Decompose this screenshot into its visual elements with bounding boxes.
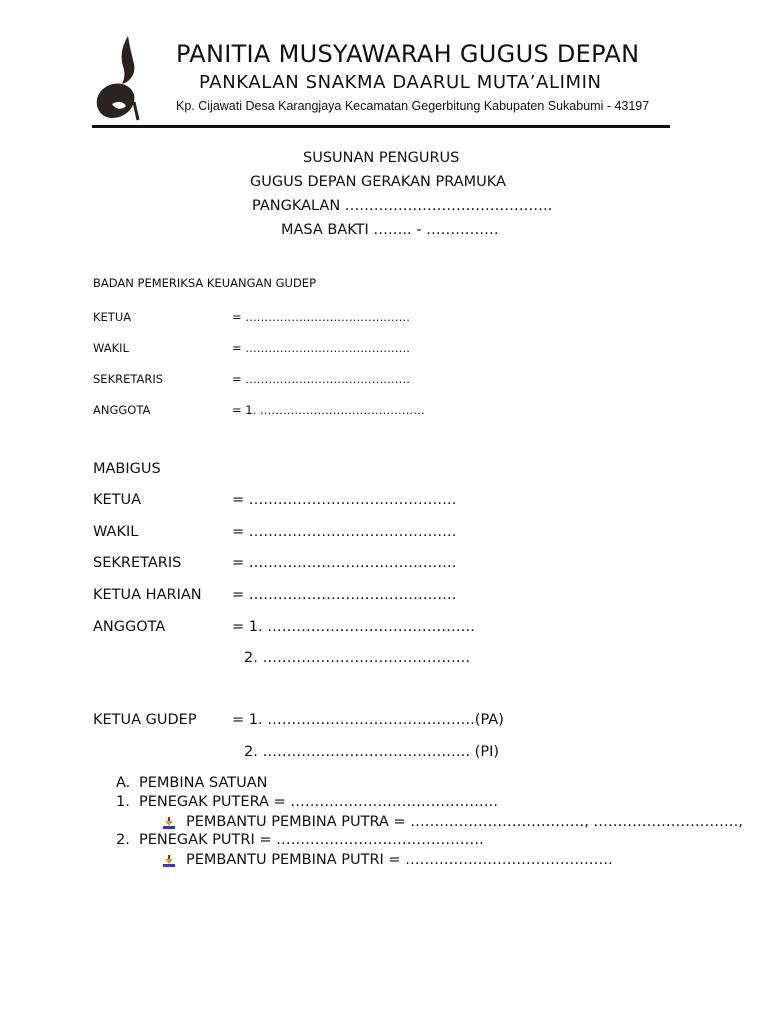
bpk-row-label: ANGGOTA bbox=[93, 403, 151, 417]
doc-title-line4: MASA BAKTI …….. - …………… bbox=[281, 222, 499, 238]
pembina-item2-text: PENEGAK PUTRI = ……………………………………. bbox=[139, 832, 484, 848]
bpk-row-value: = 1. ……………………………………. bbox=[232, 403, 425, 417]
org-address: Kp. Cijawati Desa Karangjaya Kecamatan Gegerbitung Kabupaten Sukabumi - 43197 bbox=[176, 99, 650, 113]
pembina-item2-marker: 2. bbox=[116, 832, 130, 848]
mabigus-row-label: KETUA HARIAN bbox=[93, 587, 202, 603]
mabigus-row-label: SEKRETARIS bbox=[93, 555, 182, 571]
pembina-a-marker: A. bbox=[116, 775, 131, 791]
mabigus-row-value: = ……………………………………. bbox=[232, 555, 457, 571]
org-title: PANITIA MUSYAWARAH GUGUS DEPAN bbox=[176, 40, 640, 68]
header-divider bbox=[92, 125, 670, 128]
pembina-sub1: PEMBANTU PEMBINA PUTRA = ………………………………, …………………………, bbox=[186, 814, 744, 830]
arrow-bullet-icon bbox=[163, 817, 175, 829]
mabigus-heading: MABIGUS bbox=[93, 461, 161, 477]
bpk-row-value: = ……………………………………. bbox=[232, 372, 410, 386]
bpk-row-label: WAKIL bbox=[93, 341, 129, 355]
bpk-row-value: = ……………………………………. bbox=[232, 310, 410, 324]
pembina-a-text: PEMBINA SATUAN bbox=[139, 775, 268, 791]
mabigus-anggota-2: 2. ……………………………………. bbox=[244, 650, 471, 666]
mabigus-row-label: WAKIL bbox=[93, 524, 139, 540]
bpk-row-label: SEKRETARIS bbox=[93, 372, 164, 386]
mabigus-row-label: KETUA bbox=[93, 492, 142, 508]
pembina-sub2: PEMBANTU PEMBINA PUTRI = ……………………………………. bbox=[186, 852, 613, 868]
bpk-heading: BADAN PEMERIKSA KEUANGAN GUDEP bbox=[93, 276, 316, 290]
bpk-row-label: KETUA bbox=[93, 310, 132, 324]
ketua-gudep-value-1: = 1. …………………………………….(PA) bbox=[232, 712, 504, 728]
arrow-bullet-icon bbox=[163, 855, 175, 867]
mabigus-row-value: = ……………………………………. bbox=[232, 492, 457, 508]
doc-title-line3: PANGKALAN ……………………………………. bbox=[252, 198, 553, 214]
pembina-item1-marker: 1. bbox=[116, 794, 130, 810]
mabigus-row-value: = ……………………………………. bbox=[232, 524, 457, 540]
org-subtitle: PANKALAN SNAKMA DAARUL MUTA’ALIMIN bbox=[199, 72, 602, 93]
ketua-gudep-label: KETUA GUDEP bbox=[93, 712, 197, 728]
doc-title-line2: GUGUS DEPAN GERAKAN PRAMUKA bbox=[250, 174, 506, 190]
mabigus-row-value: = 1. ……………………………………. bbox=[232, 619, 475, 635]
ketua-gudep-value-2: 2. ……………………………………. (PI) bbox=[244, 744, 499, 760]
bpk-row-value: = ……………………………………. bbox=[232, 341, 410, 355]
pembina-item1-text: PENEGAK PUTERA = ……………………………………. bbox=[139, 794, 498, 810]
mabigus-row-label: ANGGOTA bbox=[93, 619, 166, 635]
tunas-kelapa-logo-icon bbox=[92, 34, 142, 122]
mabigus-row-value: = ……………………………………. bbox=[232, 587, 457, 603]
doc-title-line1: SUSUNAN PENGURUS bbox=[303, 150, 460, 166]
